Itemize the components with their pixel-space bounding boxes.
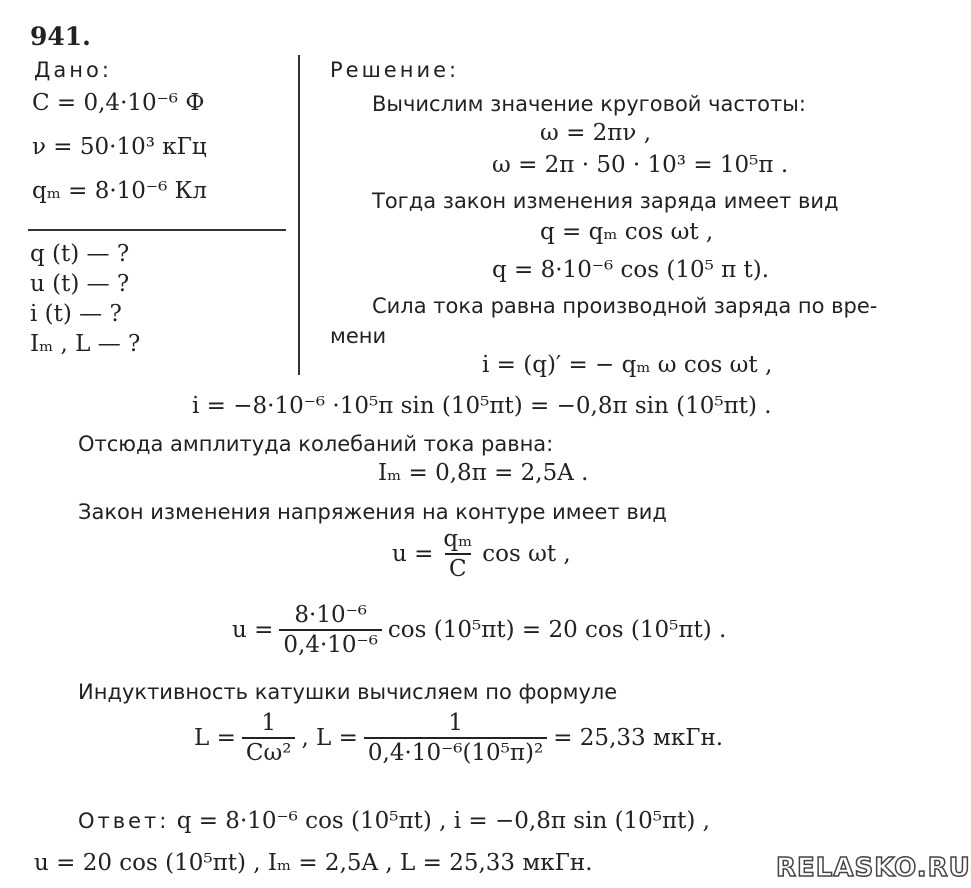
voltage-value-rhs: cos (10⁵πt) = 20 cos (10⁵πt) . <box>387 617 727 643</box>
voltage-value-fraction <box>279 604 382 657</box>
section-divider <box>298 55 300 375</box>
given-charge-amplitude: qₘ = 8·10⁻⁶ Кл <box>32 178 208 204</box>
answer-line-1 <box>78 810 710 833</box>
voltage-law-numerator: qₘ <box>443 526 473 552</box>
equation-charge-value: q = 8·10⁻⁶ cos (10⁵ π t). <box>492 257 770 283</box>
find-amplitude-inductance: Iₘ , L — ? <box>30 331 141 357</box>
voltage-law-denominator: C <box>445 553 471 581</box>
find-charge: q (t) — ? <box>30 241 130 267</box>
inductance-lhs-1: L = <box>194 725 236 751</box>
inductance-fraction-2 <box>364 712 547 765</box>
solution-text-4: Отсюда амплитуда колебаний тока равна: <box>78 432 554 456</box>
solution-title: Решение: <box>330 58 460 82</box>
equation-current-amplitude: Iₘ = 0,8π = 2,5A . <box>378 460 589 486</box>
watermark-logo: RELASKO.RU <box>776 853 971 883</box>
voltage-value-denominator: 0,4·10⁻⁶ <box>279 629 382 657</box>
inductance-rhs: = 25,33 мкГн. <box>553 725 724 751</box>
voltage-law-rhs: cos ωt , <box>482 541 571 567</box>
problem-number: 941. <box>30 22 91 51</box>
solution-text-1: Вычислим значение круговой частоты: <box>372 92 806 116</box>
equation-voltage-law <box>392 528 571 581</box>
given-capacitance: C = 0,4·10⁻⁶ Ф <box>32 90 205 116</box>
inductance-denominator-1: Cω² <box>242 737 296 765</box>
voltage-value-numerator: 8·10⁻⁶ <box>294 602 367 628</box>
equation-omega-value: ω = 2π · 50 · 10³ = 10⁵π . <box>492 152 789 178</box>
answer-text-1: q = 8·10⁻⁶ cos (10⁵πt) , i = −0,8π sin (10⁵πt) , <box>176 808 710 834</box>
equation-current-value: i = −8·10⁻⁶ ·10⁵π sin (10⁵πt) = −0,8π sin (10⁵πt) . <box>192 393 772 419</box>
solution-text-3a: Сила тока равна производной заряда по вре- <box>372 294 878 318</box>
solution-text-3b: мени <box>330 324 387 348</box>
equation-current-derivative: i = (q)′ = − qₘ ω cos ωt , <box>482 352 773 378</box>
given-title: Дано: <box>34 58 112 82</box>
equation-voltage-value <box>232 604 726 657</box>
solution-text-6: Индуктивность катушки вычисляем по формуле <box>78 680 618 704</box>
inductance-lhs-2: , L = <box>301 725 358 751</box>
answer-label: Ответ: <box>78 809 170 833</box>
inductance-numerator-1: 1 <box>261 710 276 736</box>
given-frequency: ν = 50·10³ кГц <box>32 134 207 160</box>
solution-text-5: Закон изменения напряжения на контуре имеет вид <box>78 500 667 524</box>
equation-inductance <box>194 712 723 765</box>
given-divider <box>28 229 286 231</box>
voltage-law-fraction <box>439 528 476 581</box>
find-current: i (t) — ? <box>30 301 122 327</box>
solution-text-2: Тогда закон изменения заряда имеет вид <box>372 189 839 213</box>
voltage-value-lhs: u = <box>232 617 274 643</box>
inductance-numerator-2: 1 <box>448 710 463 736</box>
answer-line-2: u = 20 cos (10⁵πt) , Iₘ = 2,5A , L = 25,33 мкГн. <box>34 850 593 876</box>
equation-omega-definition: ω = 2πν , <box>540 120 652 146</box>
inductance-denominator-2: 0,4·10⁻⁶(10⁵π)² <box>364 737 547 765</box>
inductance-fraction-1 <box>242 712 296 765</box>
find-voltage: u (t) — ? <box>30 271 130 297</box>
equation-charge-law: q = qₘ cos ωt , <box>540 219 714 245</box>
voltage-law-lhs: u = <box>392 541 434 567</box>
